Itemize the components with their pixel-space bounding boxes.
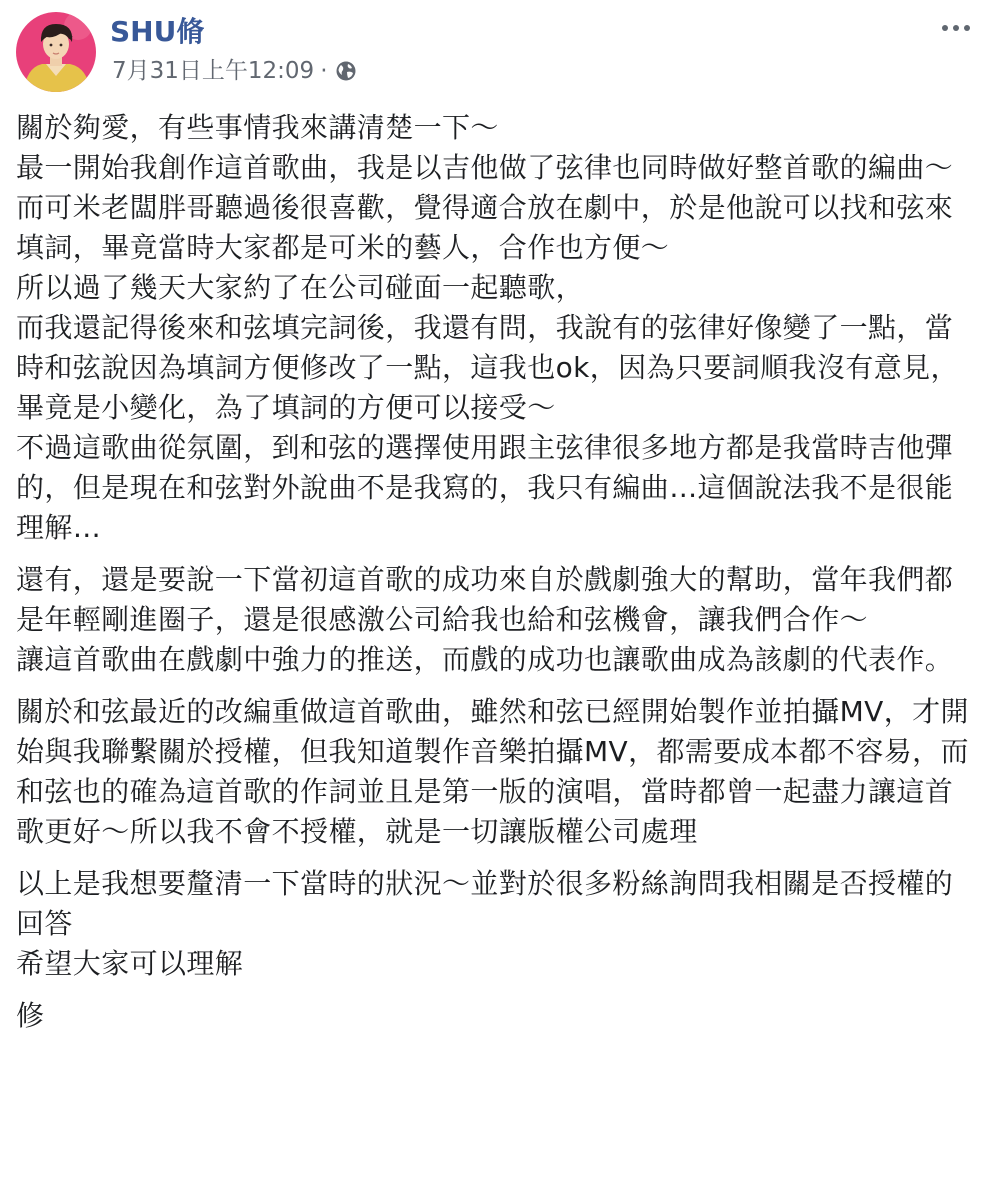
post-line: 讓這首歌曲在戲劇中強力的推送，而戲的成功也讓歌曲成為該劇的代表作。 xyxy=(16,643,954,676)
post-line: 關於夠愛，有些事情我來講清楚一下～ xyxy=(16,111,499,144)
avatar-image xyxy=(16,12,96,92)
meta-separator: · xyxy=(320,58,328,84)
post-timestamp[interactable]: 7月31日上午12:09 xyxy=(112,58,315,84)
post-paragraph xyxy=(16,108,971,548)
post-body xyxy=(16,108,971,1048)
post-header xyxy=(16,12,976,92)
author-name[interactable]: SHU脩 xyxy=(110,15,205,48)
avatar[interactable] xyxy=(16,12,96,92)
post-line: 關於和弦最近的改編重做這首歌曲，雖然和弦已經開始製作並拍攝MV，才開始與我聯繫關於授權，但我知道製作音樂拍攝MV，都需要成本都不容易，而和弦也的確為這首歌的作詞並且是第一版的演唱，當時都曾一起盡力讓這首歌更好～所以我不會不授權，就是一切讓版權公司處理 xyxy=(16,695,969,848)
post-line: 還有，還是要說一下當初這首歌的成功來自於戲劇強大的幫助，當年我們都是年輕剛進圈子，還是很感激公司給我也給和弦機會，讓我們合作～ xyxy=(16,563,954,636)
post-line: 希望大家可以理解 xyxy=(16,947,244,980)
more-dot xyxy=(953,25,959,31)
post-paragraph xyxy=(16,864,971,984)
more-dot xyxy=(942,25,948,31)
post-line: 而可米老闆胖哥聽過後很喜歡，覺得適合放在劇中，於是他說可以找和弦來填詞，畢竟當時大家都是可米的藝人，合作也方便～ xyxy=(16,191,954,264)
post-meta xyxy=(112,56,357,86)
post-line: 所以過了幾天大家約了在公司碰面一起聽歌， xyxy=(16,271,585,304)
post-line: 而我還記得後來和弦填完詞後，我還有問，我說有的弦律好像變了一點，當時和弦說因為填詞方便修改了一點，這我也ok，因為只要詞順我沒有意見，畢竟是小變化，為了填詞的方便可以接受～ xyxy=(16,311,959,424)
post-signature: 修 xyxy=(16,999,45,1032)
more-options-icon[interactable] xyxy=(936,16,976,40)
post-paragraph xyxy=(16,692,971,852)
post-paragraph xyxy=(16,996,971,1036)
more-dot xyxy=(964,25,970,31)
globe-icon[interactable] xyxy=(335,60,357,82)
post-line: 以上是我想要釐清一下當時的狀況～並對於很多粉絲詢問我相關是否授權的回答 xyxy=(16,867,954,940)
post-line: 最一開始我創作這首歌曲，我是以吉他做了弦律也同時做好整首歌的編曲～ xyxy=(16,151,954,184)
post-paragraph xyxy=(16,560,971,680)
post-line: 不過這歌曲從氛圍，到和弦的選擇使用跟主弦律很多地方都是我當時吉他彈的，但是現在和弦對外說曲不是我寫的，我只有編曲…這個說法我不是很能理解… xyxy=(16,431,954,544)
